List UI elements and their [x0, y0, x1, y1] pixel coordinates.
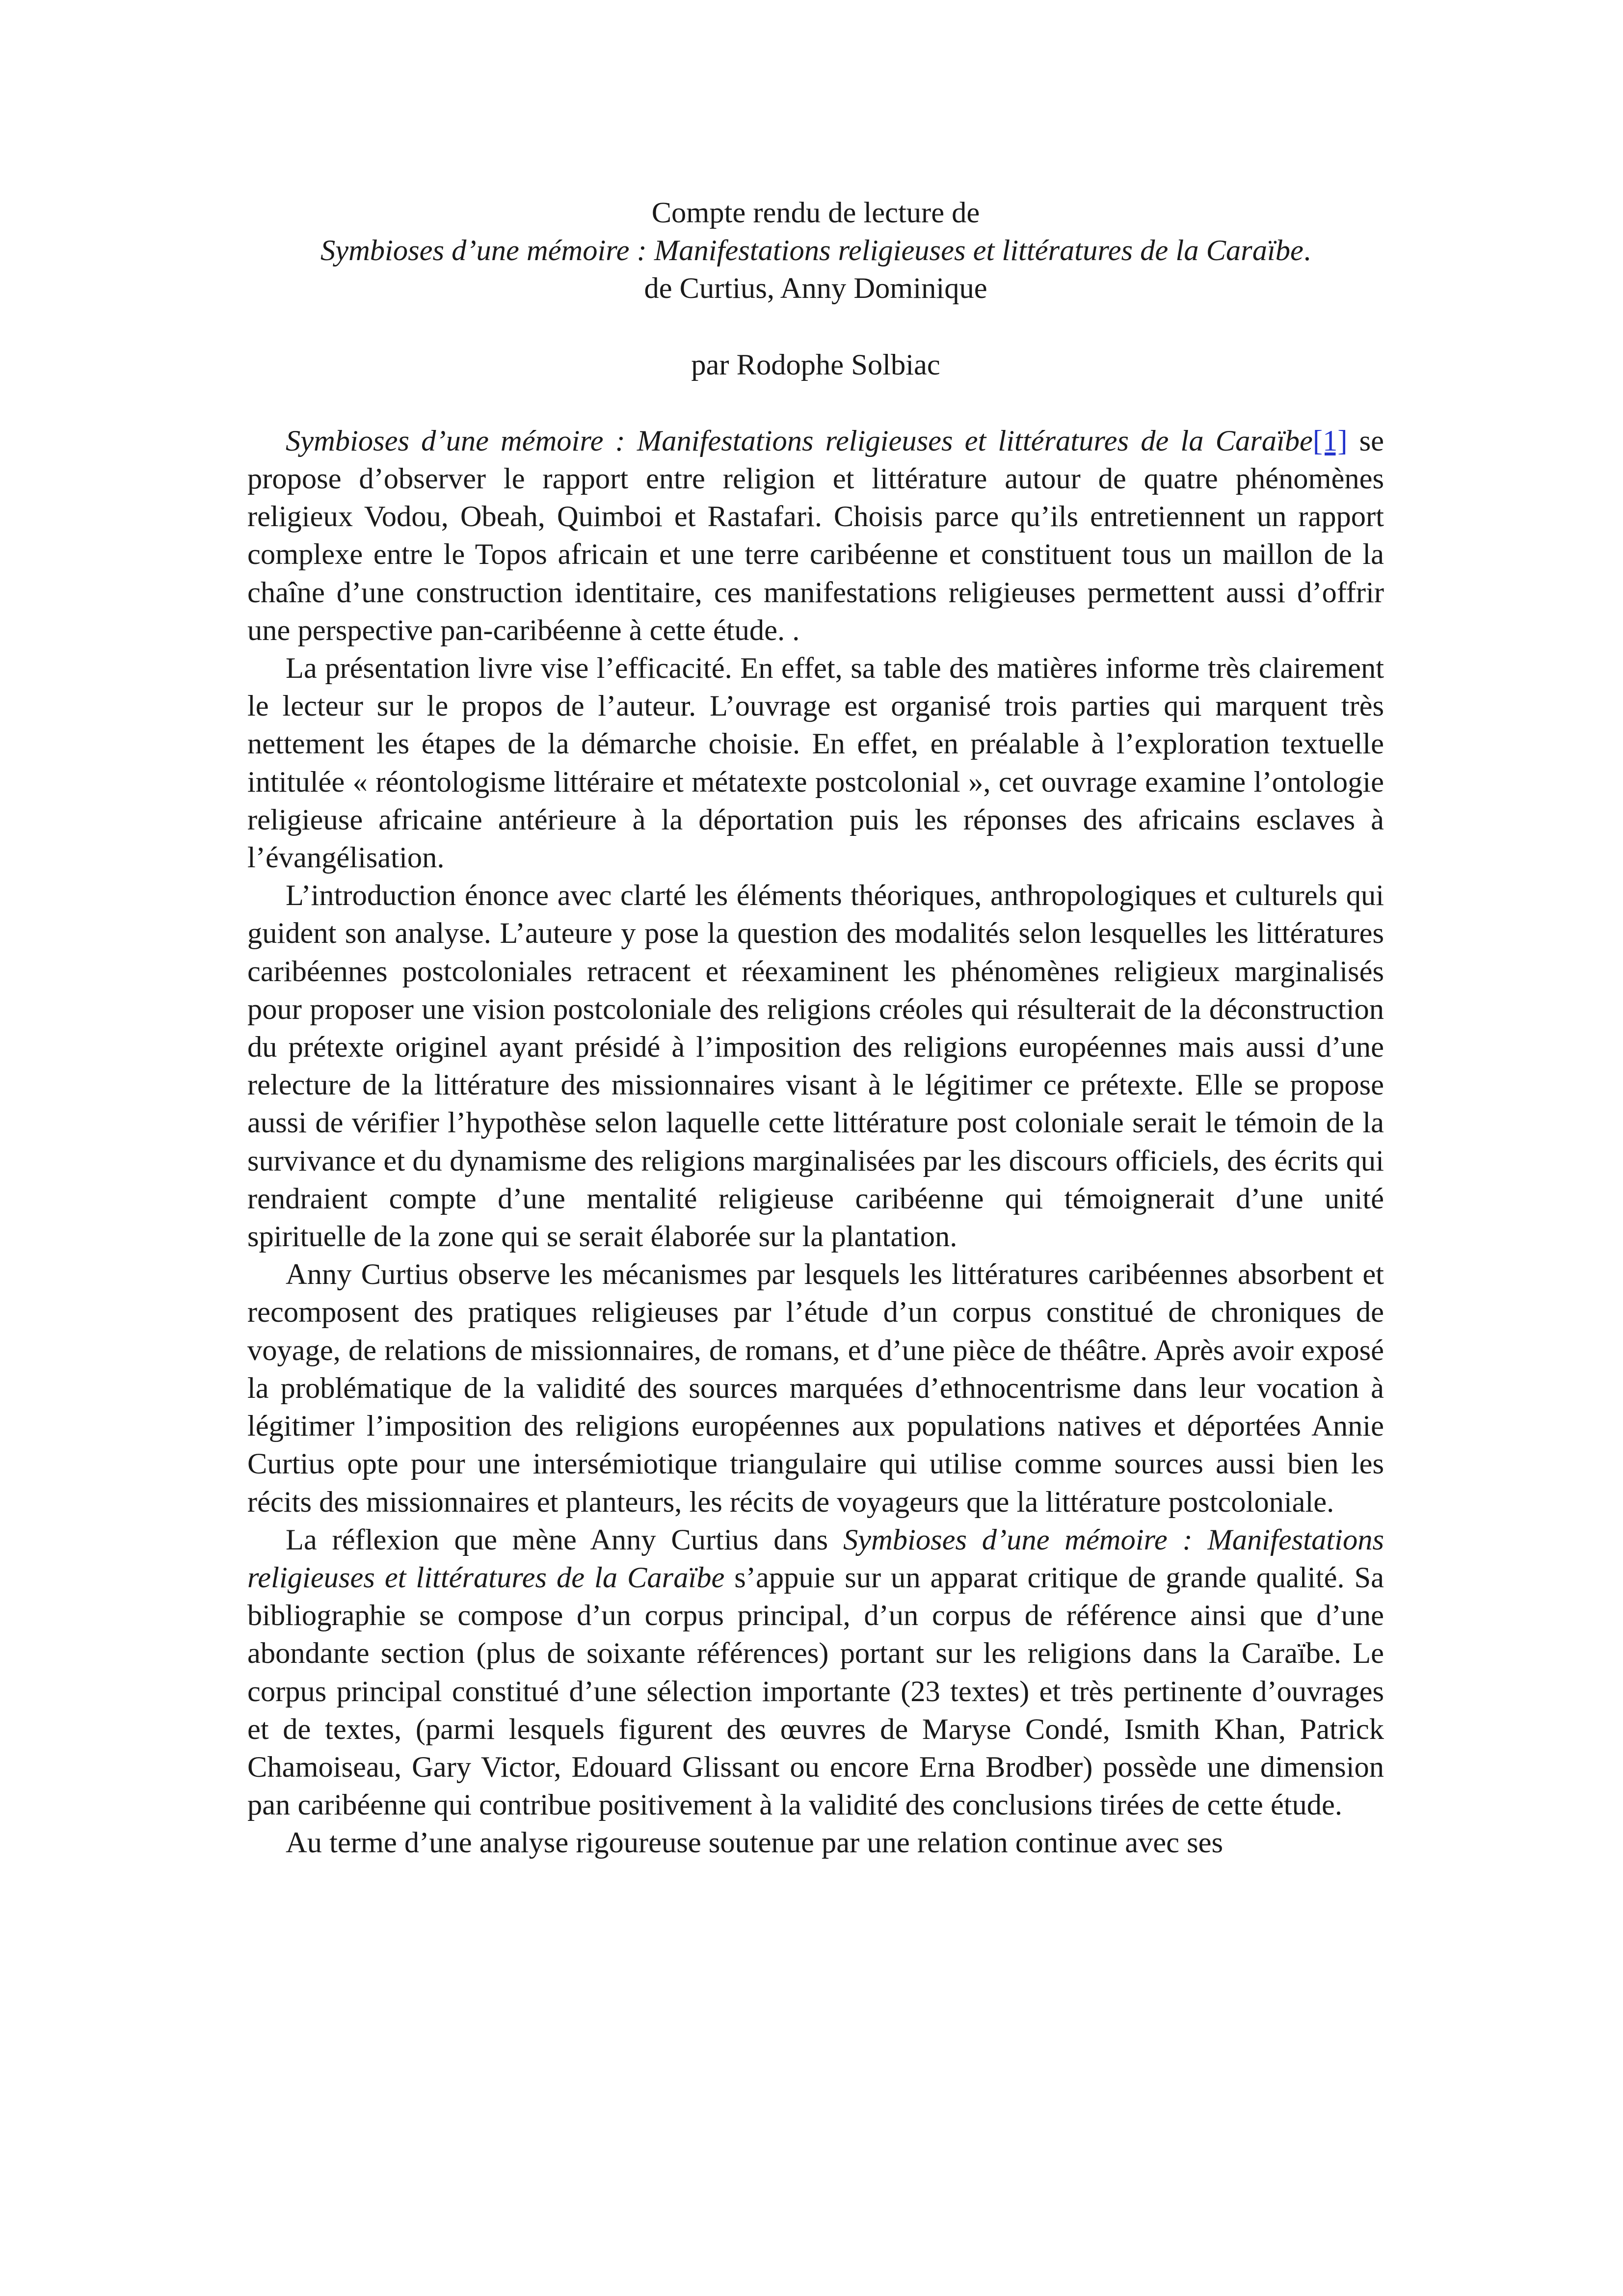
title-block [247, 194, 1384, 308]
document-body [247, 194, 1384, 1862]
paragraph-5 [247, 1521, 1384, 1824]
footnote-link[interactable]: [1] [1312, 424, 1348, 457]
reviewer-byline: par Rodophe Solbiac [691, 348, 940, 381]
paragraph-1-text: se propose d’observer le rapport entre religion et littérature autour de quatre phénomènes religieux Vodou, Obeah, Quimboi et Rastafari. Choisis parce qu’ils entretiennent un rapport complexe entre le Topos africain et une terre caribéenne et constituent tous un maillon de la chaîne d’une construction identitaire, ces manifestations religieuses permettent aussi d’offrir une perspective pan-caribéenne à cette étude. . [247, 424, 1384, 647]
paragraph-5-title: Symbioses d’une mémoire : Manifestations religieuses et littératures de la Caraïbe [247, 1523, 1384, 1594]
paragraph-1 [247, 422, 1384, 649]
book-title: Symbioses d’une mémoire : Manifestations religieuses et littératures de la Caraïbe [320, 234, 1304, 267]
paragraph-5-after: s’appuie sur un apparat critique de grande qualité. Sa bibliographie se compose d’un corpus principal, d’un corpus de référence ainsi que d’une abondante section (plus de soixante références) portant sur les religions dans la Caraïbe. Le corpus principal constitué d’une sélection importante (23 textes) et très pertinente d’ouvrages et de textes, (parmi lesquels figurent des œuvres de Maryse Condé, Ismith Khan, Patrick Chamoiseau, Gary Victor, Edouard Glissant ou encore Erna Brodber) possède une dimension pan caribéenne qui contribue positivement à la validité des conclusions tirées de cette étude. [247, 1561, 1384, 1822]
paragraph-6: Au terme d’une analyse rigoureuse soutenue par une relation continue avec ses [286, 1826, 1224, 1860]
paragraph-4: Anny Curtius observe les mécanismes par lesquels les littératures caribéennes absorbent et recomposent des pratiques religieuses par l’étude d’un corpus constitué de chroniques de voyage, de relations de missionnaires, de romans, et d’une pièce de théâtre. Après avoir exposé la problématique de la validité des sources marquées d’ethnocentrisme dans leur vocation à légitimer l’imposition des religions européennes aux populations natives et déportées Annie Curtius opte pour une intersémiotique triangulaire qui utilise comme sources aussi bien les récits des missionnaires et planteurs, les récits de voyageurs que la littérature postcoloniale. [247, 1258, 1384, 1519]
paragraph-3: L’introduction énonce avec clarté les éléments théoriques, anthropologiques et culturels qui guident son analyse. L’auteure y pose la question des modalités selon lesquelles les littératures caribéennes postcoloniales retracent et réexaminent les phénomènes religieux marginalisés pour proposer une vision postcoloniale des religions créoles qui résulterait de la déconstruction du prétexte originel ayant présidé à l’imposition des religions européennes mais aussi d’une relecture de la littérature des missionnaires visant à le légitimer ce prétexte. Elle se propose aussi de vérifier l’hypothèse selon laquelle cette littérature post coloniale serait le témoin de la survivance et du dynamisme des religions marginalisées par les discours officiels, des écrits qui rendraient compte d’une mentalité religieuse caribéenne qui témoignerait d’une unité spirituelle de la zone qui se serait élaborée sur la plantation. [247, 879, 1384, 1254]
paragraph-1-title: Symbioses d’une mémoire : Manifestations religieuses et littératures de la Caraïbe [286, 424, 1313, 457]
book-author: de Curtius, Anny Dominique [644, 272, 987, 305]
book-title-line [247, 232, 1384, 269]
paragraph-5-before: La réflexion que mène Anny Curtius dans [286, 1523, 843, 1556]
paragraph-2: La présentation livre vise l’efficacité. En effet, sa table des matières informe très clairement le lecteur sur le propos de l’auteur. L’ouvrage est organisé trois parties qui marquent très nettement les étapes de la démarche choisie. En effet, en préalable à l’exploration textuelle intitulée « réontologisme littéraire et métatexte postcolonial », cet ouvrage examine l’ontologie religieuse africaine antérieure à la déportation puis les réponses des africains esclaves à l’évangélisation. [247, 652, 1384, 875]
book-title-end: . [1303, 234, 1311, 267]
review-heading: Compte rendu de lecture de [651, 196, 980, 229]
